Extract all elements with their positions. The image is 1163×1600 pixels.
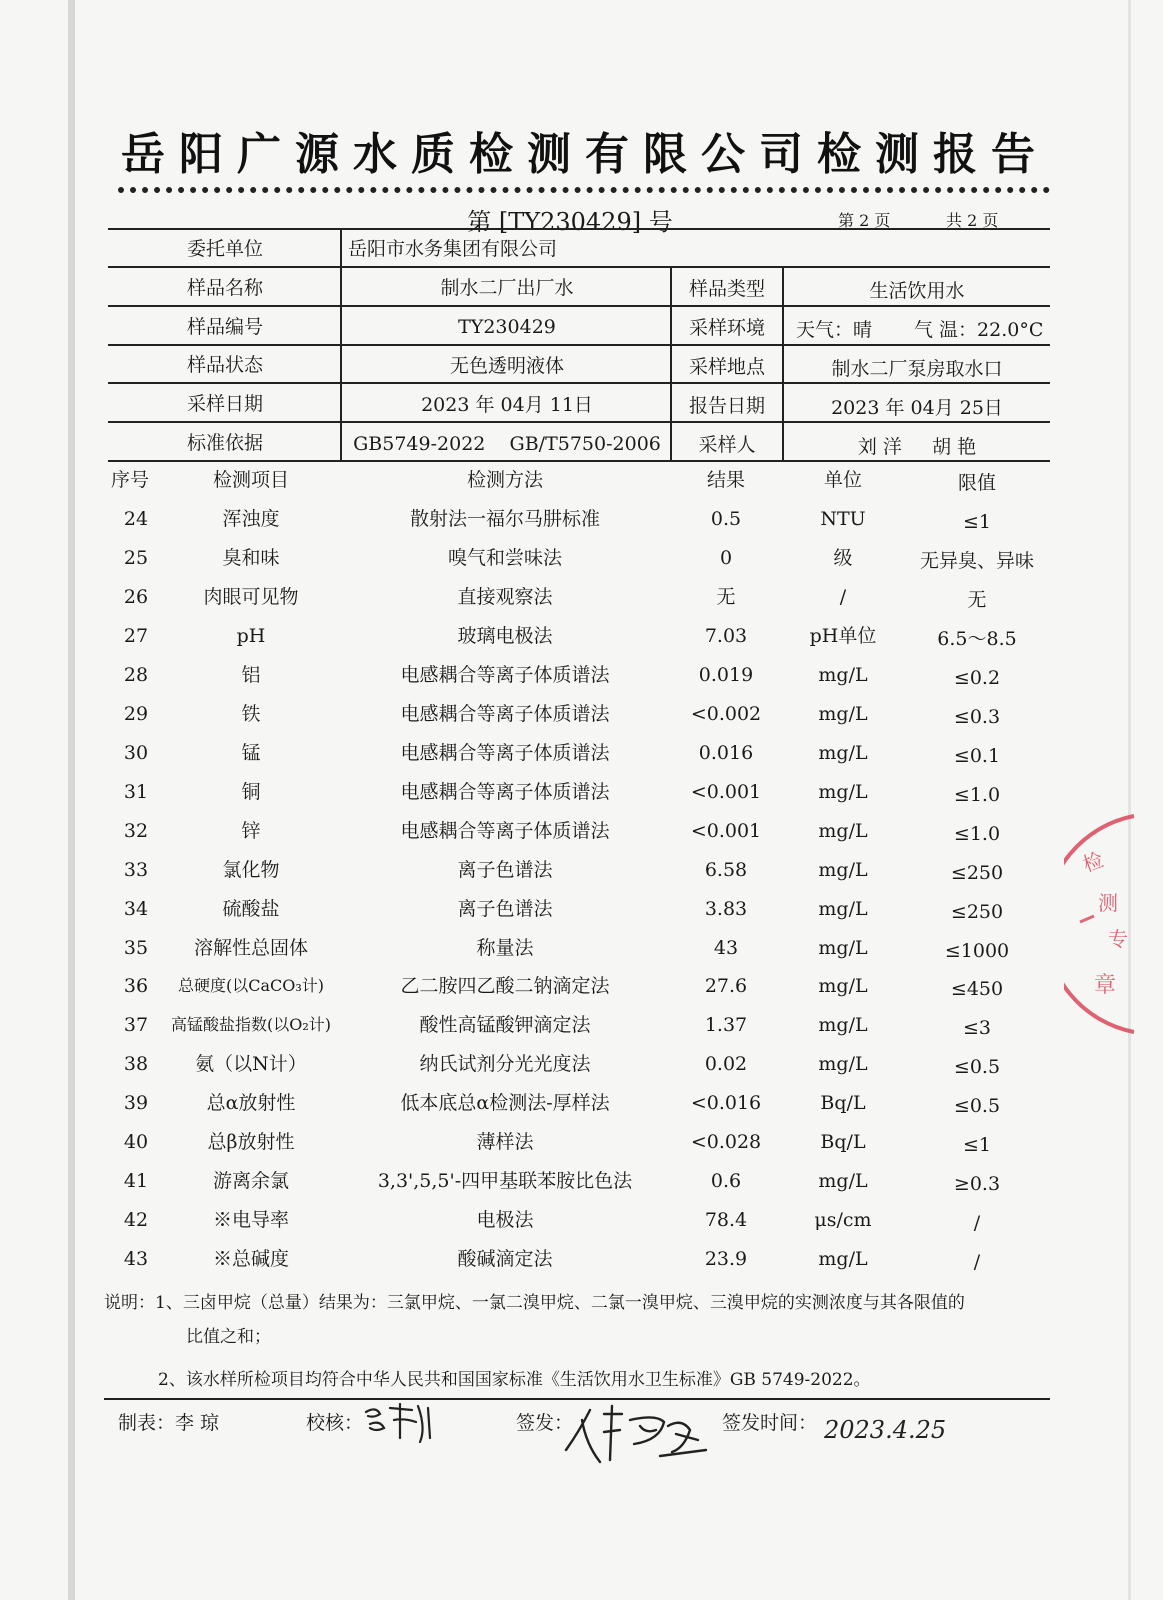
row-result: 1.37 — [704, 1014, 748, 1037]
header-unit: 单位 — [823, 469, 862, 491]
row-result: 27.6 — [704, 975, 748, 998]
row-result: <0.001 — [690, 780, 762, 803]
table-row — [110, 1163, 1050, 1202]
row-no: 41 — [123, 1170, 149, 1193]
scan-edge — [68, 0, 75, 1600]
row-limit: ≤0.2 — [953, 666, 1001, 689]
row-limit: ≤0.5 — [953, 1056, 1001, 1079]
table-row — [110, 501, 1050, 540]
table-row — [110, 930, 1050, 969]
sample-type-label: 样品类型 — [688, 278, 765, 300]
row-no: 24 — [123, 508, 149, 530]
table-row — [110, 696, 1050, 735]
row-unit: mg/L — [818, 1170, 868, 1193]
issue-time-label: 签发时间： — [722, 1412, 818, 1434]
row-method: 离子色谱法 — [457, 858, 553, 881]
row-item: 溶解性总固体 — [193, 936, 308, 959]
page-total: 共 2 页 — [946, 211, 999, 230]
table-row — [110, 1241, 1050, 1280]
note-line-1b: 比值之和； — [186, 1327, 271, 1347]
row-no: 38 — [123, 1053, 149, 1076]
row-no: 32 — [123, 819, 149, 842]
row-no: 27 — [123, 624, 149, 647]
row-method: 乙二胺四乙酸二钠滴定法 — [400, 975, 610, 998]
row-limit: / — [973, 1212, 981, 1235]
table-row — [110, 579, 1050, 618]
grid-line — [108, 382, 1050, 384]
row-method: 低本底总α检测法-厚样法 — [400, 1092, 610, 1115]
row-method: 嗅气和尝味法 — [447, 547, 562, 569]
row-method: 玻璃电极法 — [457, 624, 553, 647]
svg-text:章: 章 — [1094, 973, 1117, 998]
sample-name-label: 样品名称 — [186, 277, 263, 299]
table-header — [110, 462, 1050, 501]
row-unit: mg/L — [818, 858, 868, 881]
row-item: 高锰酸盐指数(以O₂计) — [170, 1015, 332, 1035]
row-result: 6.58 — [704, 858, 748, 881]
row-unit: 级 — [833, 547, 853, 569]
title-divider — [118, 187, 1050, 193]
sampler-value: 刘 洋 胡 艳 — [857, 436, 977, 458]
row-item: 铝 — [241, 663, 261, 686]
row-no: 34 — [123, 897, 149, 920]
client-value: 岳阳市水务集团有限公司 — [348, 238, 558, 260]
row-method: 薄样法 — [476, 1131, 534, 1154]
row-limit: ≤1.0 — [953, 822, 1001, 845]
table-row — [110, 618, 1050, 657]
row-limit: ≤1.0 — [953, 783, 1001, 806]
row-no: 31 — [123, 780, 149, 803]
state-value: 无色透明液体 — [449, 355, 564, 377]
grid-line — [782, 266, 784, 460]
row-limit: ≤250 — [950, 861, 1004, 884]
sampler-label: 采样人 — [698, 434, 756, 456]
header-method: 检测方法 — [466, 469, 543, 491]
issue-time-value: 2023.4.25 — [824, 1416, 947, 1444]
row-item: 锰 — [241, 741, 261, 764]
scan-edge-right — [1128, 0, 1131, 1600]
row-unit: / — [839, 585, 847, 608]
row-limit: 6.5～8.5 — [937, 627, 1017, 650]
row-item: 总β放射性 — [207, 1131, 295, 1154]
grid-line — [108, 421, 1050, 423]
env-weather: 天气：晴 — [796, 319, 873, 341]
issuer-signature — [560, 1400, 710, 1470]
row-limit: ≥0.3 — [953, 1173, 1001, 1196]
row-no: 36 — [123, 975, 149, 998]
header-result: 结果 — [706, 469, 745, 491]
row-unit: mg/L — [818, 780, 868, 803]
row-limit: ≤1 — [962, 1134, 991, 1157]
table-row — [110, 1085, 1050, 1124]
row-item: 浑浊度 — [222, 508, 280, 530]
header-limit: 限值 — [957, 472, 996, 494]
row-method: 电感耦合等离子体质谱法 — [400, 780, 610, 803]
row-unit: mg/L — [818, 741, 868, 764]
row-item: 总α放射性 — [206, 1092, 296, 1115]
table-row — [110, 891, 1050, 930]
row-result: 无 — [716, 585, 736, 608]
row-no: 26 — [123, 585, 149, 608]
svg-text:测: 测 — [1098, 891, 1118, 915]
checked-label: 校核： — [306, 1412, 364, 1434]
table-row — [110, 968, 1050, 1007]
row-no: 25 — [123, 547, 149, 569]
row-unit: mg/L — [818, 975, 868, 998]
row-method: 电感耦合等离子体质谱法 — [400, 741, 610, 764]
table-row — [110, 852, 1050, 891]
row-limit: ≤0.5 — [953, 1095, 1001, 1118]
row-method: 电感耦合等离子体质谱法 — [400, 702, 610, 725]
row-item: 臭和味 — [222, 547, 280, 569]
standard-label: 标准依据 — [186, 432, 263, 454]
sample-type-value: 生活饮用水 — [869, 280, 965, 302]
row-no: 28 — [123, 663, 149, 686]
sample-no-value: TY230429 — [458, 316, 556, 338]
row-method: 电感耦合等离子体质谱法 — [400, 663, 610, 686]
row-no: 37 — [123, 1014, 149, 1037]
site-label: 采样地点 — [688, 356, 765, 378]
row-no: 42 — [123, 1209, 149, 1232]
row-unit: Bq/L — [820, 1131, 866, 1154]
row-result: <0.016 — [690, 1092, 762, 1115]
row-method: 离子色谱法 — [457, 897, 553, 920]
standard-value: GB5749-2022 GB/T5750-2006 — [353, 433, 661, 455]
row-no: 40 — [123, 1131, 149, 1154]
row-limit: ≤0.1 — [953, 744, 1001, 767]
row-no: 30 — [123, 741, 149, 764]
row-method: 直接观察法 — [457, 585, 553, 608]
report-date-value: 2023 年 04月 25日 — [831, 397, 1003, 419]
row-item: 总硬度(以CaCO₃计) — [177, 976, 325, 996]
report-title: 岳阳广源水质检测有限公司检测报告 — [121, 129, 1049, 180]
table-row — [110, 813, 1050, 852]
row-result: 78.4 — [704, 1209, 748, 1232]
row-method: 电感耦合等离子体质谱法 — [400, 819, 610, 842]
svg-text:专: 专 — [1108, 927, 1128, 951]
row-method: 酸碱滴定法 — [457, 1248, 553, 1271]
row-unit: mg/L — [818, 819, 868, 842]
grid-line — [108, 305, 1050, 307]
row-limit: ≤0.3 — [953, 705, 1001, 728]
report-number: 第 [TY230429] 号 — [467, 208, 673, 236]
row-method: 纳氏试剂分光光度法 — [419, 1053, 591, 1076]
row-no: 29 — [123, 702, 149, 725]
row-item: 锌 — [241, 819, 261, 842]
row-no: 35 — [123, 936, 149, 959]
row-result: 43 — [713, 936, 739, 959]
site-value: 制水二厂泵房取水口 — [831, 358, 1003, 380]
note-line-1: 说明：1、三卤甲烷（总量）结果为：三氯甲烷、一氯二溴甲烷、二氯一溴甲烷、三溴甲烷的实测浓度与其各限值的 — [104, 1293, 965, 1313]
table-row — [110, 1202, 1050, 1241]
svg-text:检: 检 — [1079, 847, 1107, 877]
note-line-2: 2、该水样所检项目均符合中华人民共和国国家标准《生活饮用水卫生标准》GB 5749-2022。 — [158, 1370, 871, 1390]
grid-line — [108, 228, 1050, 230]
sampling-date-value: 2023 年 04月 11日 — [421, 394, 593, 416]
row-item: 游离余氯 — [212, 1170, 289, 1193]
issue-time-handwriting — [820, 1410, 950, 1450]
table-row — [110, 540, 1050, 579]
page-current: 第 2 页 — [838, 211, 891, 230]
grid-line — [340, 228, 342, 460]
row-unit: mg/L — [818, 1248, 868, 1271]
report-date-label: 报告日期 — [688, 395, 765, 417]
grid-line — [108, 344, 1050, 346]
row-method: 散射法一福尔马肼标准 — [409, 508, 600, 530]
env-label: 采样环境 — [688, 317, 765, 339]
row-limit: 无异臭、异味 — [919, 550, 1034, 572]
grid-line — [108, 266, 1050, 268]
row-result: 0.019 — [698, 663, 754, 686]
row-unit: pH单位 — [809, 624, 877, 647]
row-unit: Bq/L — [820, 1092, 866, 1115]
row-limit: / — [973, 1251, 981, 1274]
row-item: pH — [236, 624, 266, 647]
row-unit: mg/L — [818, 897, 868, 920]
row-item: 铁 — [241, 702, 261, 725]
sampling-date-label: 采样日期 — [186, 393, 263, 415]
env-temp: 气 温：22.0°C — [914, 319, 1044, 341]
row-result: <0.002 — [690, 702, 762, 725]
sample-name-value: 制水二厂出厂水 — [440, 277, 574, 299]
row-item: 铜 — [241, 780, 261, 803]
table-row — [110, 1007, 1050, 1046]
row-result: 0.5 — [710, 508, 742, 530]
table-row — [110, 735, 1050, 774]
row-unit: mg/L — [818, 663, 868, 686]
table-row — [110, 774, 1050, 813]
row-result: 0 — [719, 547, 733, 569]
table-row — [110, 1046, 1050, 1085]
row-unit: NTU — [820, 508, 866, 530]
table-row — [110, 1124, 1050, 1163]
sample-no-label: 样品编号 — [186, 316, 263, 338]
row-result: 7.03 — [704, 624, 748, 647]
row-result: <0.001 — [690, 819, 762, 842]
row-item: 氯化物 — [222, 858, 280, 881]
row-limit: ≤450 — [950, 978, 1004, 1001]
row-limit: 无 — [967, 588, 987, 611]
row-item: 硫酸盐 — [222, 897, 280, 920]
row-unit: mg/L — [818, 1014, 868, 1037]
row-limit: ≤250 — [950, 900, 1004, 923]
row-no: 39 — [123, 1092, 149, 1115]
header-item: 检测项目 — [212, 469, 289, 491]
row-item: 氨（以N计） — [195, 1053, 307, 1076]
stamp-seal — [1064, 812, 1136, 1036]
row-unit: μs/cm — [814, 1209, 872, 1232]
row-no: 43 — [123, 1248, 149, 1271]
row-result: <0.028 — [690, 1131, 762, 1154]
state-label: 样品状态 — [186, 354, 263, 376]
row-item: ※电导率 — [212, 1209, 289, 1232]
row-result: 0.6 — [710, 1170, 742, 1193]
checker-signature — [360, 1398, 440, 1448]
row-result: 0.016 — [698, 741, 754, 764]
row-method: 酸性高锰酸钾滴定法 — [419, 1014, 591, 1037]
row-result: 0.02 — [704, 1053, 748, 1076]
row-item: ※总碱度 — [212, 1248, 289, 1271]
header-no: 序号 — [110, 469, 149, 491]
row-limit: ≤1 — [962, 511, 991, 533]
row-limit: ≤3 — [962, 1017, 991, 1040]
row-method: 称量法 — [476, 936, 534, 959]
table-row — [110, 657, 1050, 696]
row-result: 3.83 — [704, 897, 748, 920]
prepared-by: 制表：李 琼 — [118, 1412, 220, 1434]
row-unit: mg/L — [818, 1053, 868, 1076]
row-unit: mg/L — [818, 936, 868, 959]
row-item: 肉眼可见物 — [203, 585, 299, 608]
row-limit: ≤1000 — [944, 939, 1010, 962]
row-unit: mg/L — [818, 702, 868, 725]
row-no: 33 — [123, 858, 149, 881]
row-method: 电极法 — [476, 1209, 534, 1232]
issued-label: 签发： — [516, 1412, 574, 1434]
client-label: 委托单位 — [186, 238, 263, 260]
row-method: 3,3',5,5'-四甲基联苯胺比色法 — [377, 1170, 633, 1193]
row-result: 23.9 — [704, 1248, 748, 1271]
